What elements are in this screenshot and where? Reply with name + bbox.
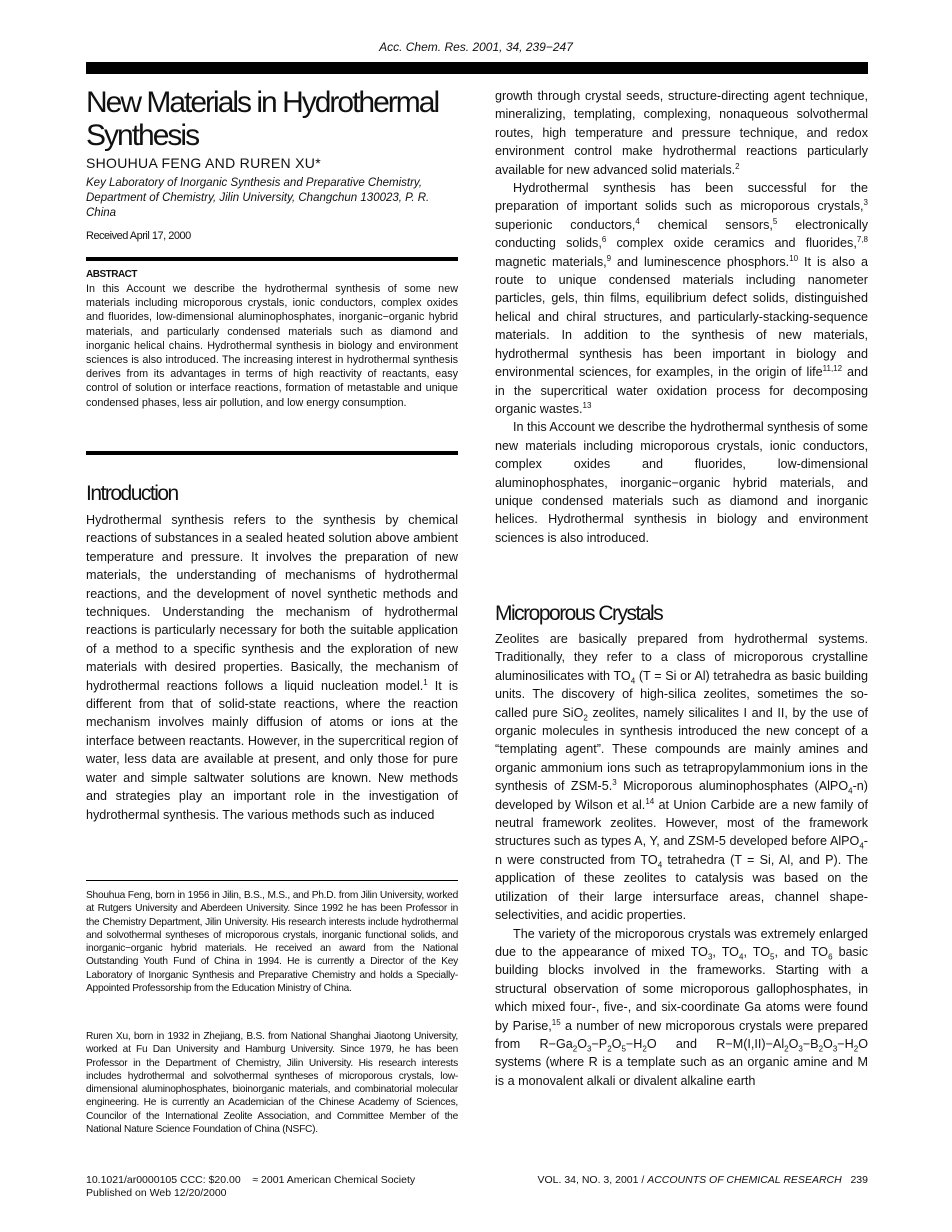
volume-info: VOL. 34, NO. 3, 2001 / (537, 1174, 648, 1186)
journal-name: ACCOUNTS OF CHEMICAL RESEARCH (647, 1174, 842, 1186)
doi-text: 10.1021/ar0000105 CCC: $20.00 (86, 1174, 241, 1186)
footnote-rule (86, 880, 458, 881)
right-column-text: growth through crystal seeds, structure-directing agent technique, mineralizing, templating, complexing, nonaqueous solvothermal routes, high temperature and pressure technique, and redox environment control make hydrothermal reactions particularly available for new advanced solid materials.$^2$ Hydrothermal synthesis has been successful for the preparation of important solids such as microporous crystals,$^3$ superionic conductors,$^4$ chemical sensors,$^5$ electronically conducting solids,$^6$ complex oxide ceramics and fluorides,$^{7,8}$ magnetic materials,$^9$ and luminescence phosphors.$^{10}$ It is also a route to unique condensed materials including nanometer particles, gels, thin films, equilibrium defect solids, distinguished helical and chiral structures, and particularly-stacking-sequence materials. In addition to the synthesis of new materials, hydrothermal synthesis has been important in biology and environmental sciences, for examples, in the origin of life$^{11,12}$ and in the supercritical water oxidation process for decomposing organic wastes.$^{13}$ In this Account we describe the hydrothermal synthesis of some new materials including microporous crystals, ionic conductors, complex oxides and fluorides, low-dimensional aluminophosphates, inorganic−organic hybrid materials, and unique condensed materials such as diamond and inorganic helices. Hydrothermal synthesis in biology and environment sciences is also introduced. (495, 87, 868, 547)
article-affiliation: Key Laboratory of Inorganic Synthesis and Preparative Chemistry, Department of Chemistry, Jilin University, Changchun 130023, P. R. China (86, 177, 430, 219)
introduction-paragraph-3: In this Account we describe the hydrothermal synthesis of some new materials including microporous crystals, ionic conductors, complex oxides and fluorides, low-dimensional aluminophosphates, inorganic−organic hybrid materials, and unique condensed materials such as diamond and inorganic helices. Hydrothermal synthesis in biology and environment sciences is also introduced. (495, 420, 868, 545)
copyright-text: ≈ 2001 American Chemical Society (252, 1174, 416, 1186)
microporous-paragraph-1: Zeolites are basically prepared from hydrothermal systems. Traditionally, they refer to a class of microporous crystalline aluminosilicates with $TO_4$ (T = Si or Al) tetrahedra as basic building units. The discovery of high-silica zeolites, sometimes the so-called pure SiO$_2$ zeolites, namely silicalites I and II, by the use of organic molecules in synthesis introduced the new concept of a “templating agent”. These compounds are mainly amines and organic ammonium ions such as tetrapropylammonium ions in the synthesis of ZSM-5.$^3$ Microporous aluminophosphates (AlPO$_4$-n) developed by Wilson et al.$^{14}$ at Union Carbide are a new family of neutral framework zeolites. However, most of the framework structures such as types A, Y, and ZSM-5 developed before AlPO$_4$-n were constructed from $TO_4$ tetrahedra (T = Si, Al, and P). The application of these zeolites to catalysis was based on the utilization of their large intersurface areas, channel shape-selectivities, and acidic properties. (495, 632, 869, 923)
abstract-heading: ABSTRACT (86, 269, 137, 280)
microporous-paragraph-2: The variety of the microporous crystals was extremely enlarged due to the appearance of mixed $TO_3$, $TO_4$, $TO_5$, and $TO_6$ basic building blocks involved in the frameworks. Starting with a structural observation of some microporous gallophosphates, in which mixed four-, five-, and six-coordinate Ga atoms were found by Parise,$^{15}$ a number of new microporous crystals were prepared from $R-Ga_2O_3-P_2O_5-H_2O$ and $R-M(I,II)-Al_2O_3-B_2O_3-H_2O$ systems (where R is a template such as an organic amine and M is a monovalent alkali or divalent alkaline earth (495, 926, 869, 1088)
published-date: Published on Web 12/20/2000 (86, 1187, 227, 1199)
abstract-top-rule (86, 257, 458, 261)
abstract-text: In this Account we describe the hydrothermal synthesis of some new materials including microporous crystals, ionic conductors, complex oxides and fluorides, low-dimensional aluminophosphates, inorganic−organic hybrid materials, and particularly condensed materials such as diamond and inorganic helical chains. Hydrothermal synthesis in biology and environment sciences is also introduced. The increasing interest in hydrothermal synthesis derives from its advantages in terms of high reactivity of reactants, easy control of solution or interface reactions, formation of metastable and unique condensed phases, less air pollution, and low energy consumption. (86, 283, 458, 409)
page-number: 239 (850, 1174, 868, 1186)
section-heading-introduction: Introduction (86, 482, 178, 505)
article-authors: SHOUHUA FENG AND RUREN XU* (86, 155, 321, 171)
bio-xu: Ruren Xu, born in 1932 in Zhejiang, B.S. from National Shanghai Jiaotong University, worked at Fu Dan University and Hamburg University. Since 1979, he has been Professor in the Department of Chemistry, Jilin University. His research interests includes hydrothermal and solvothermal syntheses of microporous crystals, low-dimensional aluminophosphates, bioinorganic materials, and combinatorial molecular engineering. He is currently an Academician of the Chinese Academy of Sciences, Councilor of the International Zeolite Association, and Committee Member of the National Nature Science Foundation of China (NSFC). (86, 1031, 458, 1136)
microporous-text (495, 630, 868, 1090)
abstract-bottom-rule (86, 451, 458, 455)
running-head: Acc. Chem. Res. 2001, 34, 239−247 (379, 40, 573, 54)
top-rule (86, 62, 868, 74)
introduction-paragraph-2: Hydrothermal synthesis has been successful for the preparation of important solids such as microporous crystals,$^3$ superionic conductors,$^4$ chemical sensors,$^5$ electronically conducting solids,$^6$ complex oxide ceramics and fluorides,$^{7,8}$ magnetic materials,$^9$ and luminescence phosphors.$^{10}$ It is also a route to unique condensed materials including nanometer particles, gels, thin films, equilibrium defect solids, distinguished helical and chiral structures, and particularly-stacking-sequence materials. In addition to the synthesis of new materials, hydrothermal synthesis has been important in biology and environmental sciences, for examples, in the origin of life$^{11,12}$ and in the supercritical water oxidation process for decomposing organic wastes.$^{13}$ (495, 181, 869, 416)
introduction-paragraph-1: Hydrothermal synthesis refers to the synthesis by chemical reactions of substances in a sealed heated solution above ambient temperature and pressure. It involves the preparation of new materials, the understanding of mechanisms of hydrothermal reactions, and the development of novel synthetic methods and techniques. Understanding the mechanism of hydrothermal reactions is particularly necessary for both the suitable application of a method to a specific synthesis and the exploration of new materials with desired properties. Basically, the mechanism of hydrothermal reactions follows a liquid nucleation model.$^1$ It is different from that of solid-state reactions, where the reaction mechanism involves mainly diffusion of atoms or ions at the interface between reactants. However, in the supercritical region of water, less data are available at present, and only those for pure water and simple saltwater solutions are known. New methods and strategies play an important role in the investigation of hydrothermal synthesis. The various methods such as induced (86, 513, 458, 822)
article-title: New Materials in Hydrothermal Synthesis (86, 86, 439, 152)
footer-right (520, 1174, 868, 1186)
received-date: Received April 17, 2000 (86, 230, 191, 242)
bio-feng: Shouhua Feng, born in 1956 in Jilin, B.S., M.S., and Ph.D. from Jilin University, worked at Rutgers University and Aberdeen University. Since 1992 he has been Professor in the Chemistry Department, Jilin University. His research interests include hydrothermal and solvothermal syntheses of microporous crystals, inorganic functional solids, and inorganic−organic hybrid materials. He received an award from the National Outstanding Youth Fund of China in 1994. He is currently a Director of the Key Laboratory of Inorganic Synthesis and Preparative Chemistry and holds a Specially-Appointed Professorship from the Education Ministry of China. (86, 890, 458, 995)
footer-left (86, 1174, 415, 1200)
section-heading-microporous: Microporous Crystals (495, 602, 663, 625)
